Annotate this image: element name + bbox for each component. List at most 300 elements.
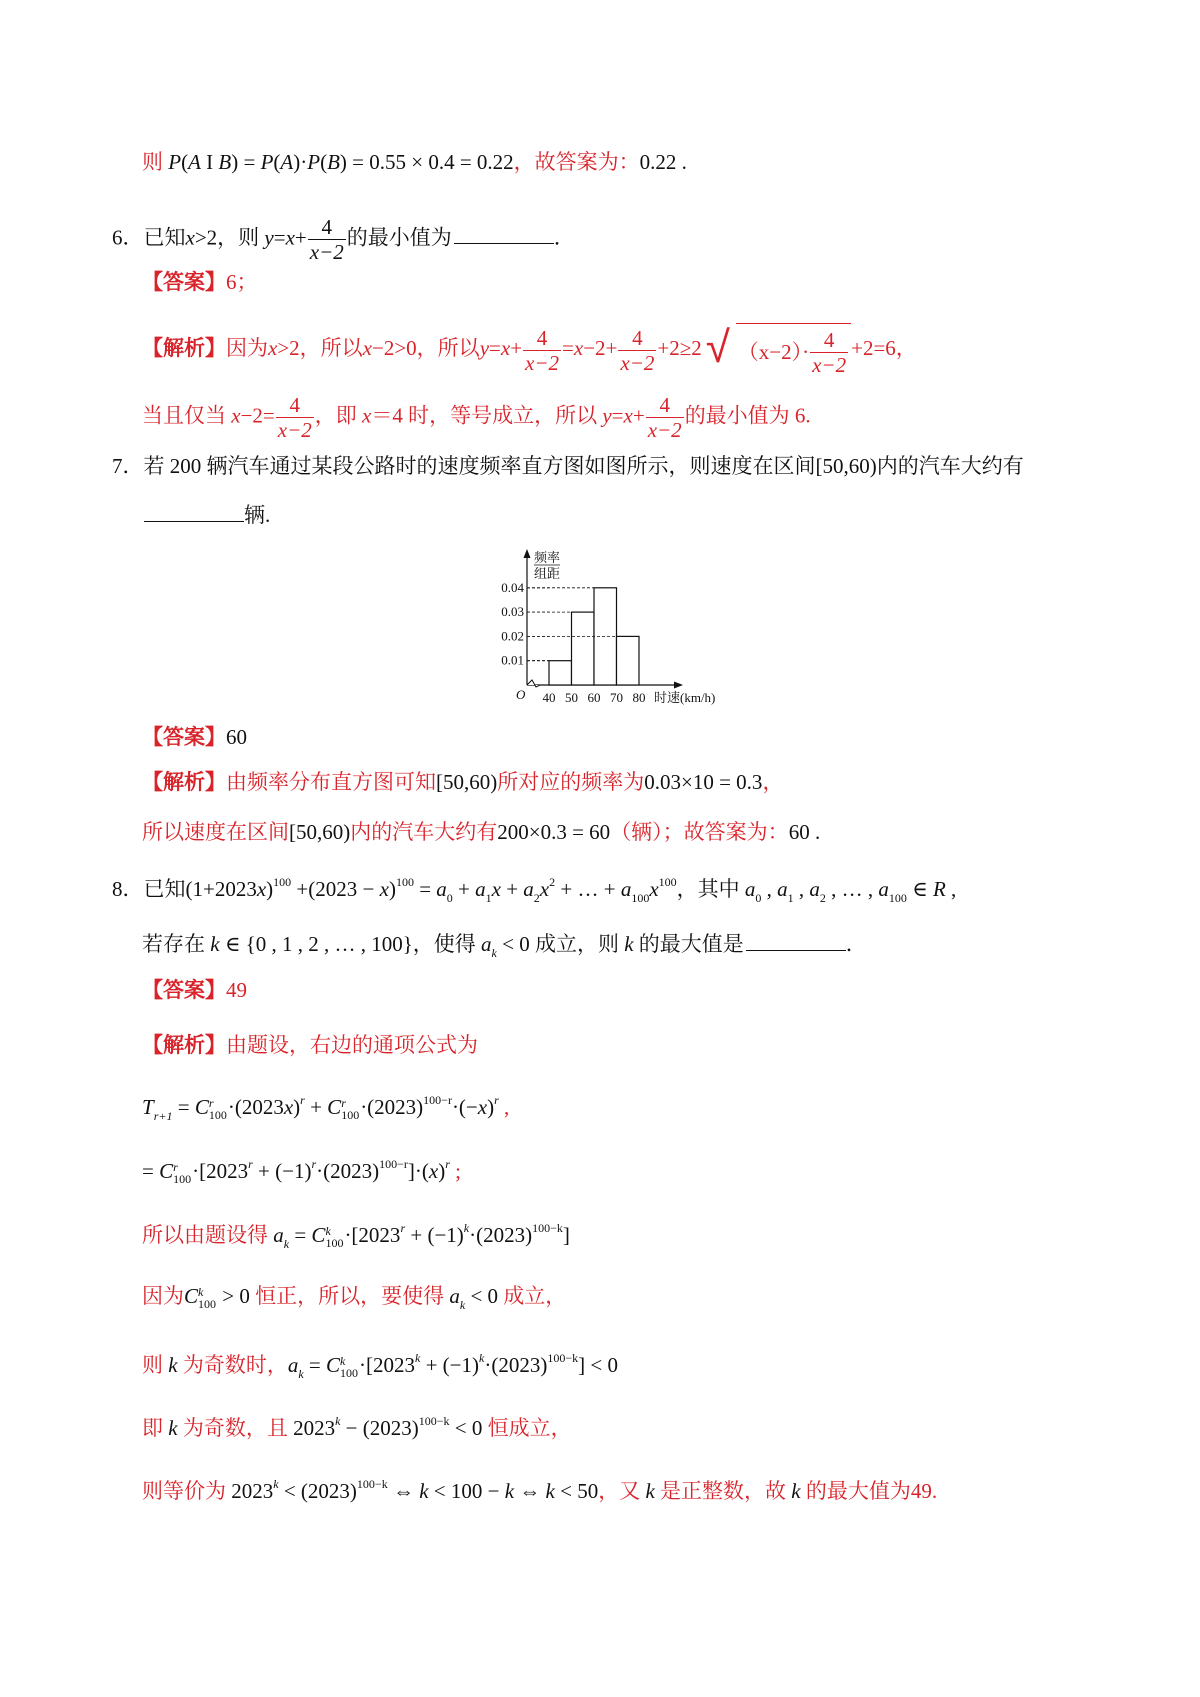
text: ．: [845, 932, 867, 956]
text: [50,60): [815, 454, 877, 478]
math-variable: B: [218, 150, 232, 174]
superscript: 100−r: [379, 1157, 408, 1171]
binomial-indices: [198, 1286, 216, 1310]
math-variable: k: [624, 932, 634, 956]
text: ] < 0: [578, 1353, 618, 1377]
explanation-text: 由题设，右边的通项公式为: [226, 1033, 478, 1057]
text: 的最大值是: [633, 932, 744, 956]
upper-index: k: [340, 1354, 346, 1369]
superscript: 100: [658, 875, 677, 889]
math-variable: C: [327, 1095, 342, 1119]
math-variable: k: [210, 932, 220, 956]
binomial-indices: [340, 1355, 358, 1379]
text: +: [304, 1095, 328, 1119]
text-line: [142, 1094, 509, 1122]
text: [50,60): [289, 820, 351, 844]
numerator: 4: [618, 326, 656, 351]
text-line: [112, 215, 575, 264]
binomial-indices: [173, 1161, 191, 1185]
superscript: 100−k: [547, 1351, 579, 1365]
text-line: [142, 1222, 570, 1250]
section-label: 【解析】: [142, 770, 226, 794]
text: < 0: [449, 1416, 488, 1440]
explanation-text: +: [510, 335, 523, 360]
explanation-text: ，即: [314, 403, 363, 428]
explanation-text: ＝4 时，等号成立，所以: [371, 403, 603, 428]
math-variable: k: [504, 1479, 515, 1503]
text: ,: [761, 877, 778, 901]
text: 2023: [231, 1479, 274, 1503]
text-line: [142, 272, 258, 293]
math-variable: x: [500, 335, 511, 360]
text: ·(2023): [484, 1353, 548, 1377]
text: < (2023): [278, 1479, 357, 1503]
explanation-text: 恒正，所以，要使得: [255, 1284, 450, 1308]
explanation-text: 所以速度在区间: [142, 820, 289, 844]
math-variable: x: [491, 877, 501, 901]
text: 已知: [143, 225, 186, 250]
text: + … +: [555, 877, 621, 901]
explanation-text: 恒成立，: [487, 1416, 572, 1440]
text: 已知(1+2023: [143, 877, 257, 901]
explanation-text: 所对应的频率为: [497, 770, 645, 794]
text: ,: [945, 877, 957, 901]
text: ⇔: [387, 1479, 420, 1503]
superscript: 100−k: [356, 1477, 388, 1491]
text: > 0: [217, 1284, 256, 1308]
fraction: [618, 326, 656, 375]
math-variable: y: [602, 403, 612, 428]
text: ): [293, 1095, 301, 1119]
text: +: [452, 877, 476, 901]
subscript: 2: [533, 891, 540, 905]
text: I: [200, 150, 219, 174]
explanation-text: ;: [449, 1159, 461, 1183]
text: ,: [793, 877, 810, 901]
explanation-text: 为奇数时，: [177, 1353, 288, 1377]
square-root: [706, 323, 851, 377]
math-variable: a: [523, 877, 534, 901]
math-variable: x: [362, 335, 372, 360]
fraction: [523, 326, 561, 375]
binomial-indices: [209, 1097, 227, 1121]
math-variable: x: [268, 335, 278, 360]
math-variable: k: [168, 1353, 178, 1377]
text: ·[2023: [344, 1223, 401, 1247]
math-variable: x: [256, 877, 267, 901]
denominator: x−2: [647, 418, 682, 442]
math-variable: a: [878, 877, 889, 901]
explanation-text: （辆）；故答案为：: [610, 820, 789, 844]
explanation-text: −2>0，所以: [372, 335, 480, 360]
math-variable: y: [479, 335, 490, 360]
answer-blank: [746, 932, 846, 951]
text: 的最小值为: [346, 225, 452, 250]
math-variable: x: [649, 877, 659, 901]
x-axis-arrow-icon: [674, 682, 683, 689]
math-variable: a: [744, 877, 756, 901]
text: +(2023 −: [291, 877, 380, 901]
text: [50,60): [436, 770, 498, 794]
x-tick-label: 80: [632, 690, 646, 705]
math-variable: B: [327, 150, 340, 174]
explanation-text: ，故答案为：: [513, 150, 640, 174]
text-line: [142, 503, 270, 526]
text: ]: [562, 1223, 570, 1247]
math-variable: P: [168, 150, 182, 174]
axis-break-icon: [527, 680, 549, 687]
explanation-text: 为奇数，且: [177, 1416, 294, 1440]
question-number: 6．: [112, 225, 144, 250]
math-variable: T: [142, 1095, 154, 1119]
question-number: 8．: [112, 877, 144, 901]
x-axis-label: 时速(km/h): [654, 690, 716, 705]
explanation-text: =: [611, 403, 624, 428]
lower-index: 100: [208, 1108, 227, 1123]
math-variable: a: [777, 877, 788, 901]
explanation-text: =: [562, 335, 574, 360]
text: < 0: [465, 1284, 504, 1308]
radical-sign-icon: √: [705, 322, 730, 373]
numerator: 4: [523, 326, 561, 351]
text: ) = 0.55 × 0.4 = 0.22: [339, 150, 514, 174]
superscript: r: [300, 1093, 305, 1107]
math-variable: x: [362, 403, 372, 428]
fraction: [276, 393, 314, 442]
text: (: [181, 150, 189, 174]
text: 2023: [293, 1416, 336, 1440]
math-variable: k: [791, 1479, 801, 1503]
text: ): [266, 877, 274, 901]
section-label: 【解析】: [142, 1033, 226, 1057]
text: ): [487, 1095, 495, 1119]
lower-index: 100: [173, 1172, 192, 1187]
math-variable: A: [280, 150, 294, 174]
subscript: k: [283, 1237, 290, 1251]
math-variable: a: [287, 1353, 299, 1377]
text-line: [142, 1415, 572, 1439]
frequency-histogram: [450, 520, 770, 720]
superscript: 100: [273, 875, 292, 889]
explanation-text: 的最大值为49.: [800, 1479, 938, 1503]
superscript: k: [415, 1351, 421, 1365]
superscript: k: [463, 1221, 470, 1235]
text-line: [142, 1035, 478, 1056]
text: ·(2023: [227, 1095, 284, 1119]
math-variable: C: [184, 1284, 199, 1308]
text: 辆.: [244, 503, 271, 527]
superscript: 100: [395, 875, 414, 889]
explanation-text: +2≥2: [657, 335, 702, 360]
section-label: 【答案】: [142, 725, 226, 749]
text: ]·(: [407, 1159, 429, 1183]
math-variable: x: [573, 335, 584, 360]
math-variable: y: [264, 225, 274, 250]
text: =: [413, 877, 437, 901]
y-axis-label-top: 频率: [534, 550, 561, 565]
superscript: 100−k: [418, 1414, 450, 1428]
text: < 0 成立，则: [496, 932, 625, 956]
text: +: [500, 877, 524, 901]
text: (: [320, 150, 328, 174]
text: ): [438, 1159, 446, 1183]
math-variable: C: [326, 1353, 341, 1377]
text: + (−1): [252, 1159, 312, 1183]
x-tick-label: 40: [542, 690, 556, 705]
math-variable: a: [481, 932, 492, 956]
text: , … ,: [825, 877, 879, 901]
subscript: k: [459, 1298, 466, 1312]
text: +: [294, 225, 307, 250]
upper-index: r: [208, 1096, 214, 1111]
math-variable: x: [231, 403, 241, 428]
fraction: [646, 393, 684, 442]
text: ，其中: [676, 877, 745, 901]
binomial-indices: [341, 1097, 359, 1121]
math-variable: x: [623, 403, 633, 428]
histogram-bar: [549, 661, 572, 685]
numerator: 4: [646, 393, 684, 418]
explanation-text: 则等价为: [142, 1479, 232, 1503]
text-line: [142, 393, 811, 442]
explanation-text: 所以由题设得: [142, 1223, 274, 1247]
y-axis-arrow-icon: [524, 549, 531, 558]
text: (: [273, 150, 281, 174]
superscript: 100−r: [423, 1093, 452, 1107]
explanation-text: 成立，: [503, 1284, 567, 1308]
y-tick-label: 0.01: [501, 652, 524, 668]
text: < 50: [554, 1479, 599, 1503]
math-variable: x: [285, 225, 295, 250]
text-line: [142, 1352, 618, 1380]
section-label: 【解析】: [142, 335, 226, 360]
text-line: [142, 932, 867, 959]
text: 60 .: [788, 820, 821, 844]
superscript: r: [248, 1157, 253, 1171]
lower-index: 100: [340, 1366, 359, 1381]
text: ⇔: [514, 1479, 546, 1503]
answer-blank: [454, 225, 554, 244]
math-variable: x: [185, 225, 195, 250]
histogram-bar: [572, 612, 595, 685]
numerator: 4: [276, 393, 314, 418]
numerator: 4: [810, 328, 848, 353]
denominator: x−2: [277, 418, 312, 442]
explanation-text: 6；: [226, 270, 258, 294]
math-variable: k: [545, 1479, 555, 1503]
section-label: 【答案】: [142, 270, 226, 294]
y-tick-label: 0.03: [501, 604, 524, 620]
math-variable: k: [168, 1416, 178, 1440]
superscript: r: [311, 1157, 317, 1171]
text: + (−1): [420, 1353, 480, 1377]
text: + (−1): [405, 1223, 464, 1247]
text-line: [142, 727, 247, 748]
radicand: [736, 323, 851, 377]
math-variable: k: [645, 1479, 655, 1503]
upper-index: k: [325, 1224, 331, 1239]
explanation-text: ,: [498, 1095, 510, 1119]
x-tick-label: 50: [565, 690, 578, 705]
math-variable: k: [419, 1479, 429, 1503]
text: ·[2023: [192, 1159, 249, 1183]
math-variable: x: [539, 877, 550, 901]
subscript: 0: [446, 891, 453, 905]
explanation-text: 则: [142, 150, 169, 174]
lower-index: 100: [325, 1236, 344, 1251]
text: ∈: [906, 877, 933, 901]
math-variable: a: [475, 877, 486, 901]
text-line: [142, 1286, 566, 1311]
math-variable: x: [477, 1095, 488, 1119]
subscript: r+1: [153, 1109, 173, 1123]
text: 200×0.3 = 60: [497, 820, 611, 844]
explanation-text: 因为: [226, 335, 268, 360]
denominator: x−2: [525, 350, 560, 375]
explanation-text: ，又: [598, 1479, 646, 1503]
math-variable: a: [620, 877, 632, 901]
explanation-text: +: [632, 403, 645, 428]
text: ·(2023): [360, 1095, 424, 1119]
text: 0.03×10 = 0.3: [644, 770, 763, 794]
text-line: [142, 772, 783, 793]
denominator: x−2: [309, 240, 344, 264]
text: ·(2023): [316, 1159, 380, 1183]
subscript: 100: [888, 891, 907, 905]
math-variable: x: [428, 1159, 439, 1183]
histogram-bar: [617, 636, 640, 685]
text: ): [388, 877, 396, 901]
explanation-text: 内的汽车大约有: [350, 820, 498, 844]
superscript: k: [335, 1414, 341, 1428]
fraction: [308, 215, 346, 264]
subscript: 1: [485, 891, 492, 905]
math-variable: P: [307, 150, 321, 174]
explanation-text: 则: [142, 1353, 169, 1377]
lower-index: 100: [341, 1108, 360, 1123]
text: =: [172, 1095, 195, 1119]
x-tick-label: 60: [587, 690, 601, 705]
numerator: 4: [308, 215, 346, 240]
text: >2，则: [194, 225, 265, 250]
denominator: x−2: [812, 353, 847, 377]
text: ．: [553, 225, 575, 250]
subscript: k: [491, 946, 497, 960]
explanation-text: ，: [762, 770, 784, 794]
subscript: 2: [819, 891, 826, 905]
explanation-text: 即: [142, 1416, 169, 1440]
answer-blank: [144, 503, 244, 522]
text-line: [142, 1158, 461, 1185]
question-number: 7．: [112, 454, 144, 478]
text: ) =: [231, 150, 261, 174]
subscript: 1: [787, 891, 794, 905]
math-variable: a: [449, 1284, 460, 1308]
text: 若 200 辆汽车通过某段公路时的速度频率直方图如图所示，则速度在区间: [143, 454, 816, 478]
text: =: [142, 1159, 160, 1183]
text: − (2023): [340, 1416, 419, 1440]
text: 内的汽车大约有: [876, 454, 1024, 478]
text-line: [142, 323, 917, 377]
explanation-text: 由频率分布直方图可知: [226, 770, 436, 794]
explanation-text: 因为: [142, 1284, 184, 1308]
section-label: 【答案】: [142, 978, 226, 1002]
x-tick-label: 70: [610, 690, 623, 705]
origin-label: O: [516, 687, 526, 702]
math-variable: R: [932, 877, 946, 901]
subscript: 0: [755, 891, 762, 905]
superscript: k: [479, 1351, 485, 1365]
text: ·(2023): [469, 1223, 533, 1247]
math-variable: x: [283, 1095, 294, 1119]
text-line: [142, 822, 820, 843]
subscript: k: [298, 1367, 304, 1381]
superscript: 2: [549, 875, 556, 889]
text: 60: [226, 725, 247, 749]
superscript: r: [494, 1093, 499, 1107]
text: )·: [293, 150, 308, 174]
lower-index: 100: [198, 1297, 217, 1312]
fraction: [810, 328, 848, 377]
text: 0.22 .: [639, 150, 687, 174]
math-variable: C: [311, 1223, 326, 1247]
text-line: [112, 456, 1024, 477]
text-line: [142, 152, 687, 173]
text: < 100 −: [428, 1479, 505, 1503]
math-variable: x: [379, 877, 389, 901]
explanation-text: 是正整数，故: [654, 1479, 792, 1503]
subscript: 100: [631, 891, 650, 905]
upper-index: r: [341, 1096, 346, 1111]
text: （x−2）·: [737, 340, 810, 364]
text: ·(−: [451, 1095, 478, 1119]
text-line: [142, 980, 247, 1001]
binomial-indices: [325, 1225, 343, 1249]
math-variable: C: [159, 1159, 174, 1183]
text: ·[2023: [359, 1353, 416, 1377]
text: ∈ {0 , 1 , 2 , … , 100}，使得: [219, 932, 482, 956]
explanation-text: −2=: [240, 403, 275, 428]
math-variable: A: [188, 150, 201, 174]
explanation-text: 49: [226, 978, 247, 1002]
upper-index: k: [198, 1285, 204, 1300]
text: =: [273, 225, 286, 250]
explanation-text: =: [489, 335, 501, 360]
explanation-text: 的最小值为 6.: [684, 403, 811, 428]
y-tick-label: 0.02: [501, 628, 524, 644]
explanation-text: >2，所以: [277, 335, 363, 360]
explanation-text: +2=6，: [851, 335, 917, 360]
upper-index: r: [173, 1160, 178, 1175]
text: =: [303, 1353, 326, 1377]
denominator: x−2: [620, 350, 655, 375]
text-line: [142, 1478, 937, 1502]
math-variable: C: [194, 1095, 209, 1119]
math-variable: a: [273, 1223, 284, 1247]
explanation-text: −2+: [583, 335, 618, 360]
text-line: [112, 876, 956, 904]
math-variable: a: [809, 877, 820, 901]
text: =: [289, 1223, 312, 1247]
math-variable: P: [260, 150, 274, 174]
y-axis-label-bottom: 组距: [534, 566, 561, 581]
text: 若存在: [142, 932, 211, 956]
y-tick-label: 0.04: [501, 579, 524, 595]
superscript: r: [445, 1157, 450, 1171]
explanation-text: 当且仅当: [142, 403, 232, 428]
math-variable: a: [436, 877, 447, 901]
superscript: r: [400, 1221, 406, 1235]
